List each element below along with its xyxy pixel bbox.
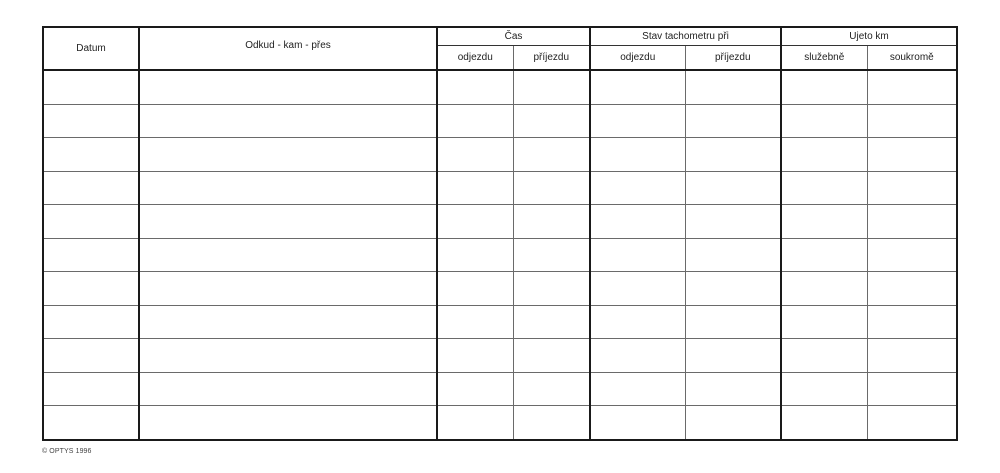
cell-km-business[interactable] bbox=[781, 104, 867, 138]
cell-tacho-departure[interactable] bbox=[590, 171, 685, 205]
cell-time-arrival[interactable] bbox=[513, 272, 590, 306]
cell-km-business[interactable] bbox=[781, 372, 867, 406]
cell-tacho-arrival[interactable] bbox=[685, 305, 781, 339]
cell-route[interactable] bbox=[139, 205, 437, 239]
table-row bbox=[43, 104, 957, 138]
cell-km-business[interactable] bbox=[781, 406, 867, 440]
cell-tacho-departure[interactable] bbox=[590, 339, 685, 373]
cell-km-business[interactable] bbox=[781, 305, 867, 339]
cell-route[interactable] bbox=[139, 305, 437, 339]
cell-time-departure[interactable] bbox=[437, 138, 513, 172]
copyright-text: © OPTYS 1996 bbox=[42, 448, 92, 455]
cell-tacho-arrival[interactable] bbox=[685, 205, 781, 239]
table-row bbox=[43, 138, 957, 172]
cell-km-private[interactable] bbox=[867, 104, 957, 138]
cell-time-departure[interactable] bbox=[437, 305, 513, 339]
cell-km-business[interactable] bbox=[781, 205, 867, 239]
cell-datum[interactable] bbox=[43, 138, 139, 172]
cell-km-private[interactable] bbox=[867, 238, 957, 272]
header-km-private: soukromě bbox=[867, 46, 957, 71]
cell-km-business[interactable] bbox=[781, 70, 867, 104]
cell-km-private[interactable] bbox=[867, 138, 957, 172]
cell-datum[interactable] bbox=[43, 205, 139, 239]
cell-km-business[interactable] bbox=[781, 171, 867, 205]
cell-datum[interactable] bbox=[43, 238, 139, 272]
cell-route[interactable] bbox=[139, 238, 437, 272]
table-row bbox=[43, 238, 957, 272]
logbook-table bbox=[42, 26, 958, 441]
table-row bbox=[43, 70, 957, 104]
cell-time-arrival[interactable] bbox=[513, 138, 590, 172]
table-row bbox=[43, 305, 957, 339]
cell-time-departure[interactable] bbox=[437, 372, 513, 406]
cell-datum[interactable] bbox=[43, 104, 139, 138]
cell-tacho-departure[interactable] bbox=[590, 104, 685, 138]
cell-route[interactable] bbox=[139, 272, 437, 306]
cell-tacho-arrival[interactable] bbox=[685, 70, 781, 104]
cell-datum[interactable] bbox=[43, 372, 139, 406]
cell-time-arrival[interactable] bbox=[513, 305, 590, 339]
cell-time-arrival[interactable] bbox=[513, 104, 590, 138]
cell-tacho-arrival[interactable] bbox=[685, 272, 781, 306]
cell-tacho-arrival[interactable] bbox=[685, 406, 781, 440]
cell-km-private[interactable] bbox=[867, 339, 957, 373]
table-row bbox=[43, 205, 957, 239]
header-km-group: Ujeto km bbox=[781, 27, 957, 46]
cell-route[interactable] bbox=[139, 372, 437, 406]
cell-datum[interactable] bbox=[43, 272, 139, 306]
cell-km-private[interactable] bbox=[867, 272, 957, 306]
cell-time-arrival[interactable] bbox=[513, 70, 590, 104]
table-row bbox=[43, 372, 957, 406]
cell-tacho-departure[interactable] bbox=[590, 238, 685, 272]
header-time-departure: odjezdu bbox=[437, 46, 513, 71]
cell-tacho-departure[interactable] bbox=[590, 138, 685, 172]
cell-time-departure[interactable] bbox=[437, 406, 513, 440]
cell-tacho-departure[interactable] bbox=[590, 406, 685, 440]
cell-time-arrival[interactable] bbox=[513, 339, 590, 373]
cell-time-departure[interactable] bbox=[437, 171, 513, 205]
header-km-business: služebně bbox=[781, 46, 867, 71]
cell-tacho-arrival[interactable] bbox=[685, 171, 781, 205]
cell-route[interactable] bbox=[139, 138, 437, 172]
cell-km-private[interactable] bbox=[867, 171, 957, 205]
cell-tacho-departure[interactable] bbox=[590, 305, 685, 339]
cell-route[interactable] bbox=[139, 339, 437, 373]
table-row bbox=[43, 339, 957, 373]
cell-datum[interactable] bbox=[43, 305, 139, 339]
cell-datum[interactable] bbox=[43, 171, 139, 205]
logbook-form bbox=[42, 26, 956, 441]
cell-datum[interactable] bbox=[43, 406, 139, 440]
cell-route[interactable] bbox=[139, 104, 437, 138]
header-tacho-arrival: příjezdu bbox=[685, 46, 781, 71]
header-route: Odkud - kam - přes bbox=[139, 27, 437, 70]
cell-route[interactable] bbox=[139, 171, 437, 205]
cell-time-departure[interactable] bbox=[437, 104, 513, 138]
cell-km-private[interactable] bbox=[867, 70, 957, 104]
cell-km-private[interactable] bbox=[867, 372, 957, 406]
cell-time-departure[interactable] bbox=[437, 205, 513, 239]
cell-tacho-arrival[interactable] bbox=[685, 339, 781, 373]
cell-route[interactable] bbox=[139, 406, 437, 440]
cell-tacho-departure[interactable] bbox=[590, 272, 685, 306]
cell-km-business[interactable] bbox=[781, 238, 867, 272]
table-row bbox=[43, 272, 957, 306]
cell-tacho-arrival[interactable] bbox=[685, 238, 781, 272]
cell-time-arrival[interactable] bbox=[513, 406, 590, 440]
cell-tacho-departure[interactable] bbox=[590, 70, 685, 104]
cell-tacho-arrival[interactable] bbox=[685, 138, 781, 172]
cell-tacho-departure[interactable] bbox=[590, 205, 685, 239]
cell-km-business[interactable] bbox=[781, 272, 867, 306]
cell-km-private[interactable] bbox=[867, 205, 957, 239]
cell-time-departure[interactable] bbox=[437, 272, 513, 306]
cell-km-business[interactable] bbox=[781, 138, 867, 172]
header-time-arrival: příjezdu bbox=[513, 46, 590, 71]
header-time-group: Čas bbox=[437, 27, 590, 46]
cell-tacho-departure[interactable] bbox=[590, 372, 685, 406]
cell-km-business[interactable] bbox=[781, 339, 867, 373]
header-tacho-departure: odjezdu bbox=[590, 46, 685, 71]
cell-time-arrival[interactable] bbox=[513, 238, 590, 272]
cell-time-departure[interactable] bbox=[437, 339, 513, 373]
logbook-rows bbox=[43, 70, 957, 440]
cell-km-private[interactable] bbox=[867, 406, 957, 440]
cell-time-arrival[interactable] bbox=[513, 171, 590, 205]
cell-datum[interactable] bbox=[43, 70, 139, 104]
cell-datum[interactable] bbox=[43, 339, 139, 373]
cell-tacho-arrival[interactable] bbox=[685, 104, 781, 138]
cell-time-departure[interactable] bbox=[437, 238, 513, 272]
cell-tacho-arrival[interactable] bbox=[685, 372, 781, 406]
cell-time-arrival[interactable] bbox=[513, 372, 590, 406]
cell-km-private[interactable] bbox=[867, 305, 957, 339]
table-row bbox=[43, 171, 957, 205]
table-row bbox=[43, 406, 957, 440]
cell-route[interactable] bbox=[139, 70, 437, 104]
header-datum: Datum bbox=[43, 27, 139, 70]
header-tacho-group: Stav tachometru při bbox=[590, 27, 781, 46]
cell-time-departure[interactable] bbox=[437, 70, 513, 104]
cell-time-arrival[interactable] bbox=[513, 205, 590, 239]
